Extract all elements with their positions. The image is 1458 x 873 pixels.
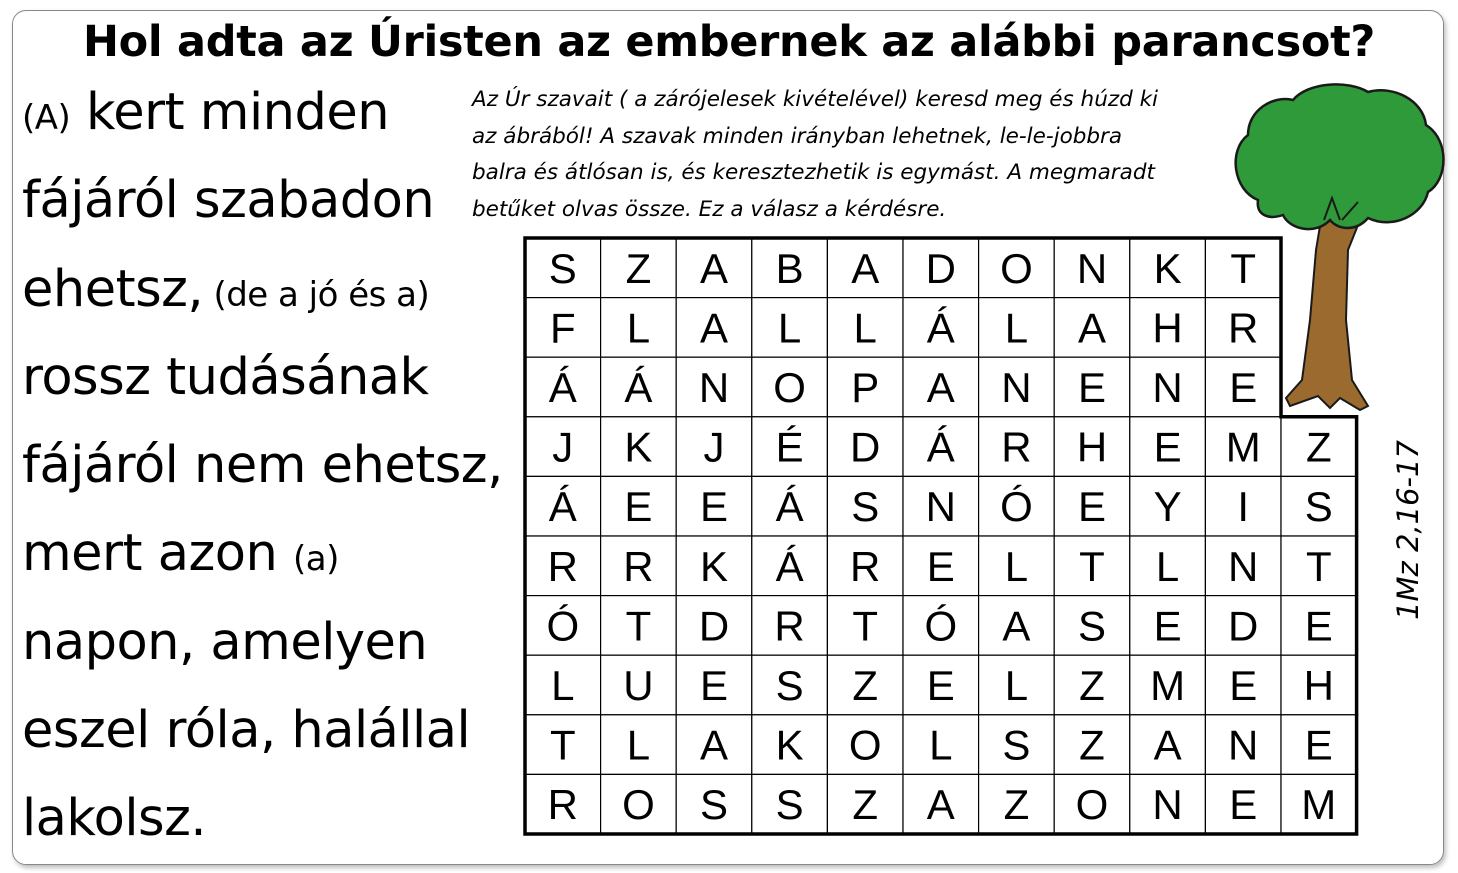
grid-cell[interactable] [979,357,1055,417]
verse-text: mert azon [22,524,293,584]
page-title: Hol adta az Úristen az embernek az alábbi parancsot? [82,17,1376,67]
grid-cell[interactable] [1130,238,1206,298]
grid-letter: D [698,602,730,650]
grid-letter: F [549,304,576,352]
grid-letter: T [1079,542,1105,590]
grid-cell[interactable] [676,357,752,417]
grid-cell[interactable] [676,774,752,834]
grid-letter: D [850,423,881,471]
grid-letter: S [775,781,804,829]
grid-cell[interactable] [979,715,1055,775]
verse-text: kert minden [70,83,390,142]
grid-cell[interactable] [979,655,1055,715]
grid-cell[interactable] [601,357,677,417]
grid-letter: O [1075,781,1109,829]
grid-cell[interactable] [601,655,677,715]
grid-letter: R [547,781,578,829]
grid-letter: N [698,364,730,411]
grid-cell[interactable] [1281,715,1357,775]
grid-letter: N [925,483,956,531]
grid-cell[interactable] [676,476,752,536]
grid-letter: H [1303,662,1334,709]
grid-cell[interactable] [1054,774,1130,834]
grid-letter: H [1076,423,1108,471]
grid-letter: L [853,304,877,352]
grid-cell[interactable] [903,536,979,596]
grid-cell[interactable] [525,238,601,298]
grid-letter: M [1301,781,1337,829]
grid-cell[interactable] [979,298,1055,358]
grid-letter: T [1305,542,1332,590]
grid-letter: T [1230,244,1257,292]
grid-letter: P [851,364,880,411]
grid-cell[interactable] [525,298,601,358]
grid-letter: L [626,721,651,769]
grid-cell[interactable] [752,596,828,656]
grid-letter: A [926,364,955,411]
grid-cell[interactable] [525,536,601,596]
grid-cell[interactable] [1205,238,1281,298]
grid-cell[interactable] [752,238,828,298]
grid-cell[interactable] [1205,774,1281,834]
grid-cell[interactable] [1130,417,1206,477]
grid-cell[interactable] [979,596,1055,656]
verse-text: lakolsz. [22,789,207,849]
grid-cell[interactable] [676,655,752,715]
grid-cell[interactable] [1130,596,1206,656]
grid-cell[interactable] [1281,655,1357,715]
grid-letter: E [1229,662,1258,709]
grid-cell[interactable] [1130,357,1206,417]
bible-reference: 1Mz 2,16-17 [1391,440,1425,620]
grid-cell[interactable] [827,715,903,775]
grid-letter: Z [625,244,652,292]
grid-letter: E [1229,781,1258,829]
grid-cell[interactable] [827,238,903,298]
grid-letter: Á [775,542,804,590]
grid-letter: L [1004,542,1029,590]
grid-letter: D [925,244,956,292]
grid-letter: Z [852,662,879,709]
grid-cell[interactable] [1281,417,1357,477]
grid-cell[interactable] [525,774,601,834]
grid-letter: N [1228,721,1259,769]
grid-cell[interactable] [676,715,752,775]
grid-cell[interactable] [827,476,903,536]
grid-letter: S [548,244,577,292]
grid-letter: A [1153,721,1182,769]
grid-cell[interactable] [1130,298,1206,358]
grid-letter: A [1002,602,1031,650]
grid-cell[interactable] [1130,715,1206,775]
grid-cell[interactable] [1054,596,1130,656]
grid-cell[interactable] [903,596,979,656]
grid-cell[interactable] [676,417,752,477]
grid-letter: R [547,542,578,590]
grid-letter: I [1237,483,1250,531]
grid-letter: O [848,721,882,769]
grid-cell[interactable] [601,536,677,596]
grid-letter: Y [1153,483,1182,531]
grid-letter: E [1229,364,1258,411]
grid-letter: N [1152,781,1183,829]
grid-letter: N [1076,244,1108,292]
verse-text: fájáról szabadon [22,171,435,231]
grid-cell[interactable] [827,655,903,715]
grid-letter: K [775,721,804,769]
grid-letter: S [851,483,880,531]
grid-letter: Ó [924,602,958,650]
grid-cell[interactable] [1205,596,1281,656]
grid-letter: R [1001,423,1032,471]
grid-cell[interactable] [525,715,601,775]
grid-cell[interactable] [752,655,828,715]
grid-cell[interactable] [601,417,677,477]
grid-letter: L [1004,304,1029,352]
grid-cell[interactable] [1054,238,1130,298]
grid-letter: N [1001,364,1032,411]
grid-letter: Á [926,423,955,471]
grid-cell[interactable] [601,774,677,834]
verse-bracket-text: (a) [293,539,339,580]
grid-cell[interactable] [676,536,752,596]
grid-cell[interactable] [525,417,601,477]
grid-letter: Z [852,781,879,829]
grid-letter: K [699,542,729,590]
verse-text: rossz tudásának [22,347,429,407]
grid-cell[interactable] [1205,655,1281,715]
verse-bracket-text: (A) [22,98,71,138]
grid-cell[interactable] [1205,715,1281,775]
grid-cell[interactable] [525,596,601,656]
grid-cell[interactable] [1281,774,1357,834]
grid-cell[interactable] [979,238,1055,298]
grid-cell[interactable] [1054,357,1130,417]
grid-cell[interactable] [979,476,1055,536]
grid-cell[interactable] [1054,476,1130,536]
grid-letter: L [551,662,575,709]
instruction-line: balra és átlósan is, és keresztezhetik is egymást. A megmaradt [472,160,1155,185]
grid-cell[interactable] [1281,536,1357,596]
grid-cell[interactable] [676,596,752,656]
grid-cell[interactable] [752,476,828,536]
grid-letter: Á [548,483,577,531]
grid-letter: E [1077,483,1107,531]
grid-letter: E [926,542,955,590]
grid-cell[interactable] [979,417,1055,477]
grid-cell[interactable] [827,536,903,596]
grid-letter: T [852,602,879,650]
grid-letter: A [699,721,729,769]
grid-letter: Ó [1000,483,1033,531]
grid-cell[interactable] [1130,774,1206,834]
verse-text: eszel róla, halállal [22,701,471,761]
grid-letter: A [699,304,729,352]
grid-cell[interactable] [903,715,979,775]
grid-cell[interactable] [1054,655,1130,715]
instruction-line: betűket olvas össze. Ez a válasz a kérdésre. [472,196,947,222]
grid-cell[interactable] [525,357,601,417]
grid-cell[interactable] [1205,417,1281,477]
grid-letter: A [699,244,729,292]
grid-letter: N [1152,364,1183,411]
grid-letter: U [623,662,654,709]
grid-cell[interactable] [601,715,677,775]
grid-letter: T [549,721,576,769]
grid-cell[interactable] [903,476,979,536]
grid-cell[interactable] [903,298,979,358]
grid-letter: Á [775,483,804,531]
grid-cell[interactable] [903,417,979,477]
grid-cell[interactable] [1130,476,1206,536]
grid-cell[interactable] [676,298,752,358]
grid-letter: D [1228,602,1259,650]
grid-letter: N [1228,542,1259,590]
grid-letter: L [626,304,651,352]
grid-letter: E [624,483,653,531]
grid-letter: R [1228,304,1259,352]
grid-letter: O [773,364,806,411]
grid-letter: O [1000,244,1033,292]
grid-cell[interactable] [752,536,828,596]
grid-letter: Ó [546,602,580,650]
grid-letter: J [552,423,574,471]
grid-letter: S [1002,721,1031,769]
grid-cell[interactable] [752,298,828,358]
grid-letter: E [699,662,729,709]
grid-letter: S [775,662,804,709]
grid-letter: Z [1305,423,1332,471]
grid-letter: L [929,721,953,769]
grid-letter: L [777,304,802,352]
grid-letter: Á [624,364,653,411]
grid-cell[interactable] [1281,596,1357,656]
grid-letter: E [699,483,729,531]
verse-text: ehetsz, [22,259,204,319]
grid-letter: T [625,602,652,650]
grid-letter: A [1077,304,1107,352]
grid-letter: K [624,423,653,471]
grid-letter: B [775,244,804,292]
grid-cell[interactable] [1281,476,1357,536]
grid-cell[interactable] [1130,536,1206,596]
grid-letter: K [1153,244,1182,292]
grid-cell[interactable] [1054,417,1130,477]
grid-cell[interactable] [1205,476,1281,536]
verse-text: fájáról nem ehetsz, [22,436,503,496]
grid-cell[interactable] [752,715,828,775]
grid-cell[interactable] [1054,536,1130,596]
grid-letter: H [1152,304,1183,352]
grid-letter: M [1225,423,1261,471]
grid-letter: M [1150,662,1186,709]
grid-letter: Z [1079,662,1105,709]
grid-letter: S [1304,483,1333,531]
grid-letter: E [926,662,955,709]
grid-cell[interactable] [827,596,903,656]
verse-bracket-text: (de a jó és a) [203,274,430,315]
grid-cell[interactable] [676,238,752,298]
grid-cell[interactable] [601,298,677,358]
grid-letter: E [1304,721,1333,769]
grid-letter: Z [1003,781,1030,829]
grid-letter: E [1304,602,1333,650]
grid-cell[interactable] [827,774,903,834]
grid-cell[interactable] [903,357,979,417]
instruction-line: az ábrából! A szavak minden irányban lehetnek, le-le-jobbra [472,123,1123,149]
grid-letter: R [623,542,654,590]
grid-letter: R [774,602,805,650]
grid-cell[interactable] [1205,357,1281,417]
grid-cell[interactable] [827,417,903,477]
grid-cell[interactable] [1205,536,1281,596]
grid-cell[interactable] [903,655,979,715]
grid-letter: E [1153,602,1182,650]
grid-cell[interactable] [1054,715,1130,775]
instruction-line: Az Úr szavait ( a zárójelesek kivételével) keresd meg és húzd ki [472,87,1159,112]
grid-letter: R [850,542,881,590]
grid-cell[interactable] [601,238,677,298]
grid-cell[interactable] [979,536,1055,596]
grid-cell[interactable] [979,774,1055,834]
grid-cell[interactable] [525,476,601,536]
grid-cell[interactable] [1205,298,1281,358]
verse-text: napon, amelyen [22,612,428,672]
grid-letter: O [622,781,655,829]
grid-letter: S [699,781,729,829]
grid-letter: E [1077,364,1107,411]
grid-cell[interactable] [903,238,979,298]
grid-letter: S [1077,602,1107,650]
grid-letter: L [1155,542,1180,590]
grid-cell[interactable] [903,774,979,834]
grid-letter: Á [548,364,577,411]
grid-cell[interactable] [601,476,677,536]
grid-cell[interactable] [752,774,828,834]
grid-letter: Á [926,304,955,352]
grid-letter: E [1153,423,1182,471]
grid-letter: A [851,244,880,292]
grid-cell[interactable] [827,357,903,417]
grid-cell[interactable] [1054,298,1130,358]
grid-cell[interactable] [601,596,677,656]
grid-letter: Z [1079,721,1105,769]
grid-letter: É [775,423,804,471]
grid-cell[interactable] [752,417,828,477]
grid-letter: J [703,423,725,471]
grid-letter: L [1004,662,1029,709]
grid-cell[interactable] [827,298,903,358]
grid-letter: A [926,781,955,829]
grid-cell[interactable] [1130,655,1206,715]
grid-cell[interactable] [752,357,828,417]
grid-cell[interactable] [525,655,601,715]
